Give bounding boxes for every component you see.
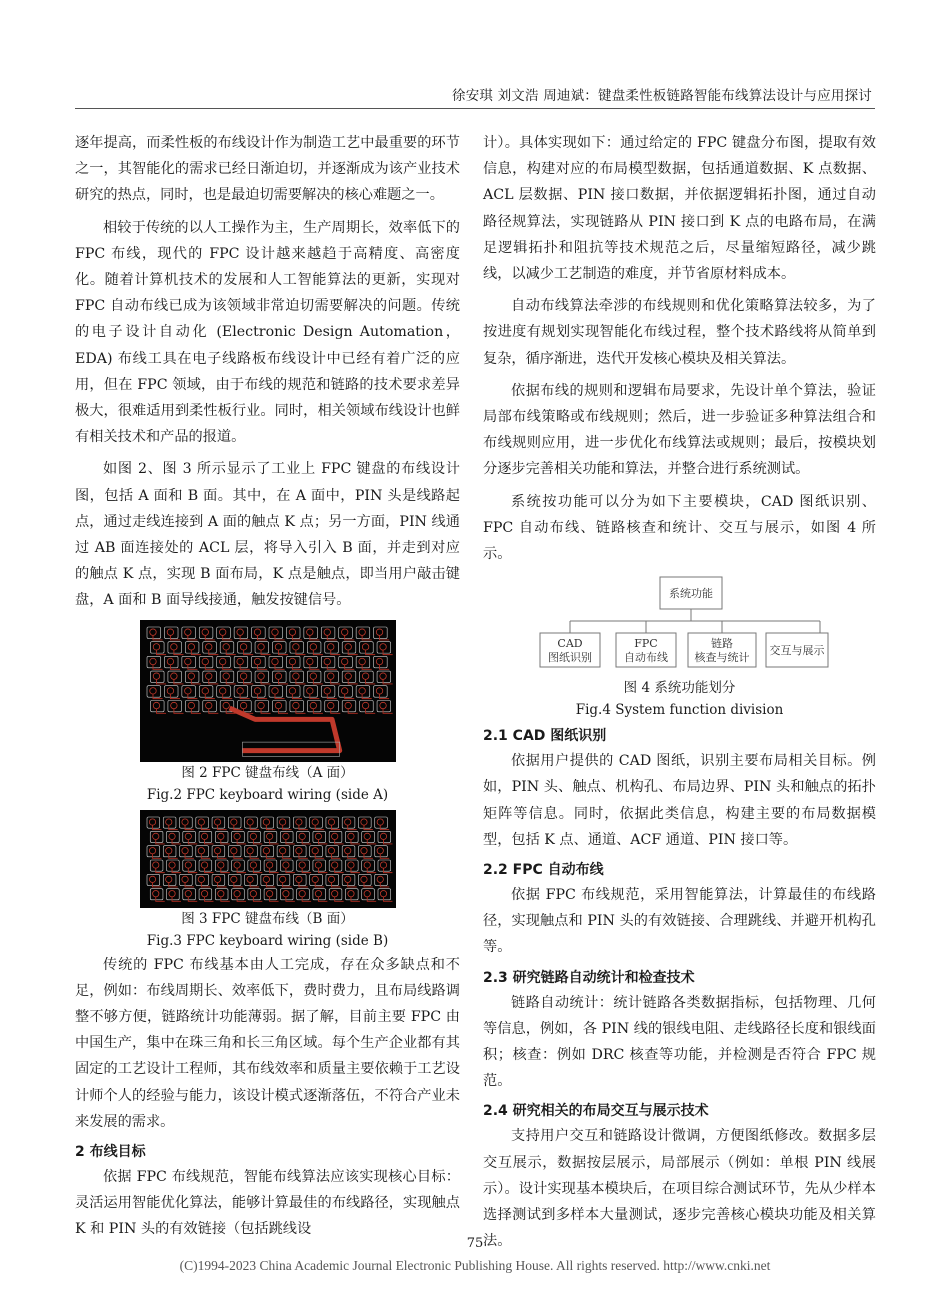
figure-4-caption-cn: 图 4 系统功能划分 — [623, 680, 736, 697]
system-function-diagram — [530, 575, 830, 673]
diagram-root-label: 系统功能 — [668, 587, 713, 601]
paragraph: 传统的 FPC 布线基本由人工完成，存在众多缺点和不足，例如：布线周期长、效率低下，费时费力，且布局线路调整不够方便，链路统计功能薄弱。据了解，目前主要 FPC 由中国生产，集中在珠三角和长三角区域。每个生产企业都有其固定的工艺设计工程师，其布线效率和质量主要依赖于工艺设计师个人的经验与能力，该设计模式逐渐落伍，不符合产业未来发展的需求。 — [75, 956, 460, 1130]
paragraph: 自动布线算法牵涉的布线规则和优化策略算法较多，为了按进度有规划实现智能化布线过程，整个技术路线将从简单到复杂，循序渐进，迭代开发核心模块及相关算法。 — [483, 298, 876, 367]
diagram-node-label: 自动布线 — [623, 651, 668, 665]
paragraph: 相较于传统的以人工操作为主，生产周期长，效率低下的 FPC 布线，现代的 FPC 设计越来越趋于高精度、高密度化。随着计算机技术的发展和人工智能算法的更新，实现对 FPC 自动布线已成为该领域非常迫切需要解决的问题。传统的电子设计自动化 (Electronic Design Automation，EDA) 布线工具在电子线路板布线设计中已经有着广泛的应用，但在 FPC 领域，由于布线的规范和链路的技术要求差异极大，很难适用到柔性板行业。同时，相关领域布线设计也鲜有相关技术和产品的报道。 — [75, 219, 460, 446]
page-number: 75 — [466, 1236, 484, 1251]
figure-2-caption-cn: 图 2 FPC 键盘布线（A 面） — [181, 764, 354, 781]
figure-2 — [75, 620, 460, 806]
paragraph: 依据用户提供的 CAD 图纸，识别主要布局相关目标。例如，PIN 头、触点、机构孔、布局边界、PIN 头和触点的拓扑矩阵等信息。同时，依据此类信息，构建主要的布局数据模型，包括 K 点、通道、ACF 通道、PIN 接口等。 — [483, 753, 876, 848]
diagram-node-label: CAD — [556, 637, 583, 651]
figure-4-caption-en: Fig.4 System function division — [575, 702, 784, 719]
figure-3 — [75, 810, 460, 952]
figure-2-caption-en: Fig.2 FPC keyboard wiring (side A) — [146, 786, 389, 803]
paragraph: 逐年提高，而柔性板的布线设计作为制造工艺中最重要的环节之一，其智能化的需求已经日渐迫切，并逐渐成为该产业技术研究的热点，同时，也是最迫切需要解决的核心难题之一。 — [75, 135, 460, 204]
paragraph: 计）。具体实现如下：通过给定的 FPC 键盘分布图，提取有效信息，构建对应的布局模型数据，包括通道数据、K 点数据、ACL 层数据、PIN 接口数据，并依据逻辑拓扑图，通过自动路径规算法，实现链路从 PIN 接口到 K 点的电路布局，在满足逻辑拓扑和阻抗等技术规范之后，尽量缩短路径，减少跳线，以减少工艺制造的难度，并节省原材料成本。 — [483, 135, 876, 283]
section-heading: 2.4 研究相关的布局交互与展示技术 — [483, 1103, 709, 1120]
diagram-node-label: 交互与展示 — [769, 644, 824, 658]
figure-4 — [483, 573, 876, 721]
paragraph: 依据 FPC 布线规范，智能布线算法应该实现核心目标：灵活运用智能优化算法，能够计算最佳的布线路径，实现触点 K 和 PIN 头的有效链接（包括跳线设 — [75, 1169, 460, 1238]
paragraph: 依据布线的规则和逻辑布局要求，先设计单个算法，验证局部布线策略或布线规则；然后，进一步验证多种算法组合和布线规则应用，进一步优化布线算法或规则；最后，按模块划分逐步完善相关功能和算法，并整合进行系统测试。 — [483, 382, 876, 478]
section-heading: 2.3 研究链路自动统计和检查技术 — [483, 969, 695, 986]
diagram-node-label: 核查与统计 — [694, 651, 749, 665]
fpc-wiring-image-side-a — [140, 620, 396, 762]
diagram-node-label: 链路 — [710, 637, 733, 651]
paragraph: 链路自动统计：统计链路各类数据指标，包括物理、几何等信息，例如，各 PIN 线的银线电阻、走线路径长度和银线面积；核查：例如 DRC 核查等功能，并检测是否符合 FPC 规范。 — [483, 994, 876, 1090]
running-header: 徐安琪 刘文浩 周迪斌：键盘柔性板链路智能布线算法设计与应用探讨 — [452, 88, 872, 104]
right-column — [483, 130, 876, 1261]
paragraph: 支持用户交互和链路设计微调，方便图纸修改。数据多层交互展示，数据按层展示，局部展示（例如：单根 PIN 线展示）。设计实现基本模块后，在项目综合测试环节，先从少样本选择测试到多样本大量测试，逐步完善核心模块功能及相关算法。 — [483, 1128, 876, 1250]
section-heading: 2 布线目标 — [75, 1144, 146, 1161]
paragraph: 依据 FPC 布线规范，采用智能算法，计算最佳的布线路径，实现触点和 PIN 头的有效链接、合理跳线、并避开机构孔等。 — [483, 887, 876, 956]
section-heading: 2.2 FPC 自动布线 — [483, 862, 604, 879]
paragraph: 如图 2、图 3 所示显示了工业上 FPC 键盘的布线设计图，包括 A 面和 B 面。其中，在 A 面中，PIN 头是线路起点，通过走线连接到 A 面的触点 K 点；另一方面，PIN 线通过 AB 面连接处的 ACL 层，将导入引入 B 面，并走到对应的触点 K 点，实现 B 面布局，K 点是触点，即当用户敲击键盘，A 面和 B 面导线接通，触发按键信号。 — [75, 461, 460, 609]
left-column — [75, 130, 460, 1249]
fpc-wiring-image-side-b — [140, 810, 396, 908]
header-rule — [75, 108, 875, 109]
copyright-footer: (C)1994-2023 China Academic Journal Electronic Publishing House. All rights reserved. http://www.cnki.net — [179, 1258, 771, 1273]
paragraph: 系统按功能可以分为如下主要模块，CAD 图纸识别、FPC 自动布线、链路核查和统计、交互与展示，如图 4 所示。 — [483, 493, 876, 563]
diagram-node-label: FPC — [633, 637, 658, 651]
figure-3-caption-en: Fig.3 FPC keyboard wiring (side B) — [146, 932, 389, 949]
figure-3-caption-cn: 图 3 FPC 键盘布线（B 面） — [181, 910, 354, 927]
diagram-node-label: 图纸识别 — [547, 651, 592, 665]
section-heading: 2.1 CAD 图纸识别 — [483, 728, 607, 745]
